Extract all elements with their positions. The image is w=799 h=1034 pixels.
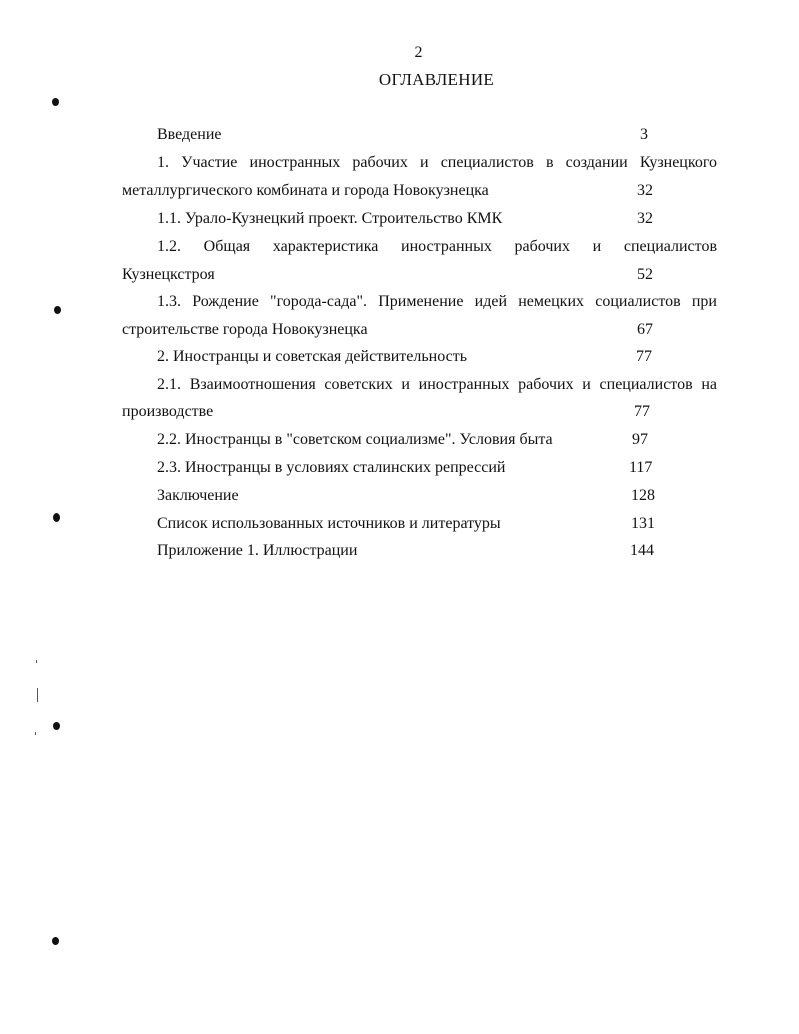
toc-entry-text: Список использованных источников и литературы xyxy=(157,515,501,532)
binder-hole-mark xyxy=(52,937,59,945)
toc-entry-text: металлургического комбината и города Новокузнецка xyxy=(122,182,489,199)
toc-entry-page: 117 xyxy=(629,459,653,476)
toc-entry-page: 32 xyxy=(637,182,653,199)
toc-entry-text: Приложение 1. Иллюстрации xyxy=(157,542,358,559)
binder-hole-mark xyxy=(54,306,61,314)
toc-entry-s11 xyxy=(157,208,677,230)
toc-entry-s13-line2 xyxy=(122,319,682,341)
toc-entry-text: 1.1. Урало-Кузнецкий проект. Строительство КМК xyxy=(157,210,503,227)
toc-entry-text: Кузнецкстроя xyxy=(122,266,215,283)
page-title: ОГЛАВЛЕНИЕ xyxy=(378,70,495,89)
toc-entry-s22 xyxy=(157,429,677,451)
toc-entry-sources xyxy=(157,513,677,535)
binder-hole-mark xyxy=(52,98,59,106)
toc-entry-text: 2. Иностранцы и советская действительность xyxy=(157,348,468,365)
toc-entry-page: 97 xyxy=(632,431,648,448)
toc-entry-text: строительстве города Новокузнецка xyxy=(122,321,368,338)
toc-entry-page: 32 xyxy=(637,210,653,227)
binder-hole-mark xyxy=(53,722,60,730)
toc-entry-ch1-line1: 1. Участие иностранных рабочих и специалистов в создании Кузнецкого xyxy=(157,154,717,171)
toc-entry-page: 3 xyxy=(640,126,648,143)
toc-entry-text: производстве xyxy=(122,403,214,420)
toc-entry-text: Введение xyxy=(157,126,222,143)
toc-entry-s21-line1: 2.1. Взаимоотношения советских и иностранных рабочих и специалистов на xyxy=(157,376,717,393)
toc-entry-page: 52 xyxy=(637,266,653,283)
toc-entry-s21-line2 xyxy=(122,401,682,423)
toc-entry-text: 2.3. Иностранцы в условиях сталинских репрессий xyxy=(157,459,506,476)
toc-entry-s12-line2 xyxy=(122,264,682,286)
toc-entry-s23 xyxy=(157,457,677,479)
toc-entry-conclusion xyxy=(157,485,677,507)
scan-speck xyxy=(37,688,38,702)
page-number: 2 xyxy=(414,44,423,61)
toc-entry-appendix xyxy=(157,540,677,562)
toc-entry-page: 67 xyxy=(637,321,653,338)
scan-speck xyxy=(36,660,37,663)
toc-entry-page: 128 xyxy=(631,487,655,504)
binder-hole-mark xyxy=(53,513,60,522)
toc-entry-page: 131 xyxy=(631,515,655,532)
toc-entry-page: 77 xyxy=(634,403,650,420)
toc-entry-s12-line1: 1.2. Общая характеристика иностранных рабочих и специалистов xyxy=(157,238,717,255)
toc-entry-text: Заключение xyxy=(157,487,239,504)
toc-entry-ch1-line2 xyxy=(122,180,682,202)
toc-entry-page: 77 xyxy=(636,348,652,365)
toc-entry-ch2 xyxy=(157,346,677,368)
toc-entry-s13-line1: 1.3. Рождение "города-сада". Применение идей немецких социалистов при xyxy=(157,293,717,310)
toc-entry-page: 144 xyxy=(630,542,654,559)
scan-speck xyxy=(35,732,36,735)
toc-entry-text: 2.2. Иностранцы в "советском социализме". Условия быта xyxy=(157,431,553,448)
toc-entry-intro xyxy=(157,124,677,146)
